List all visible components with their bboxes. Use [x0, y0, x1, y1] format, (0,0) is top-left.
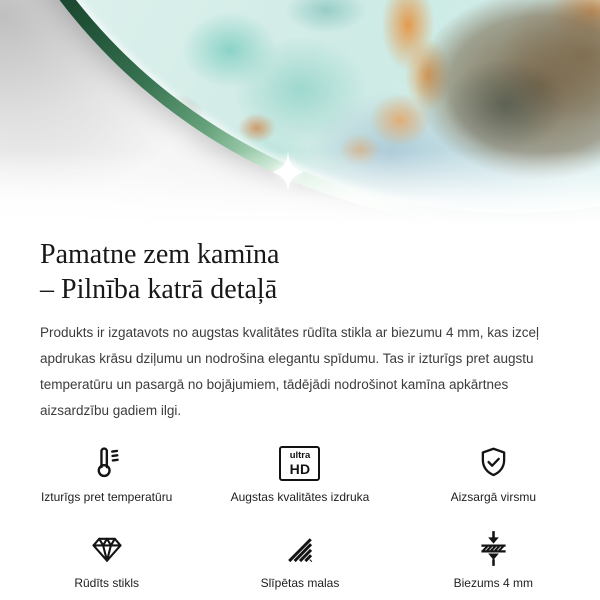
feature-label: Augstas kvalitātes izdruka [230, 490, 370, 504]
beveled-edges-icon [283, 527, 317, 567]
feature-label: Izturīgs pret temperatūru [40, 490, 173, 504]
ultra-hd-icon-text-top: ultra [289, 450, 311, 462]
thermometer-icon [88, 441, 126, 481]
page-title [40, 237, 560, 307]
ultra-hd-icon-text-bottom: HD [289, 460, 311, 477]
feature-polished-edges [203, 527, 396, 590]
page-title-line1: Pamatne zem kamīna [40, 239, 280, 270]
feature-label: Rūdīts stikls [74, 576, 139, 590]
feature-tempered-glass [10, 527, 203, 590]
feature-label: Biezums 4 mm [453, 576, 533, 590]
features-grid [0, 441, 600, 590]
feature-thickness [397, 527, 590, 590]
feature-heat-resistant [10, 441, 203, 504]
ultra-hd-icon [279, 441, 320, 481]
feature-label: Aizsargā virsmu [450, 490, 536, 504]
sparkle-icon [266, 150, 310, 194]
shield-check-icon [475, 441, 512, 481]
product-description: Produkts ir izgatavots no augstas kvalitātes rūdīta stikla ar biezumu 4 mm, kas izceļ apdrukas krāsu dziļumu un nodrošina elegantu spīdumu. Tas ir izturīgs pret augstu temperatūru un pasargā no bojājumiem, tādējādi nodrošinot kamīna apkārtnes aizsardzību gadiem ilgi. [40, 325, 539, 418]
feature-label: Slīpētas malas [260, 576, 340, 590]
thickness-icon [476, 527, 511, 567]
feature-ultra-hd-print [203, 441, 396, 504]
page-title-line2: – Pilnība katrā detaļā [40, 274, 278, 305]
feature-protects-surface [397, 441, 590, 504]
diamond-icon [89, 527, 125, 567]
hero-product-image [0, 0, 600, 228]
